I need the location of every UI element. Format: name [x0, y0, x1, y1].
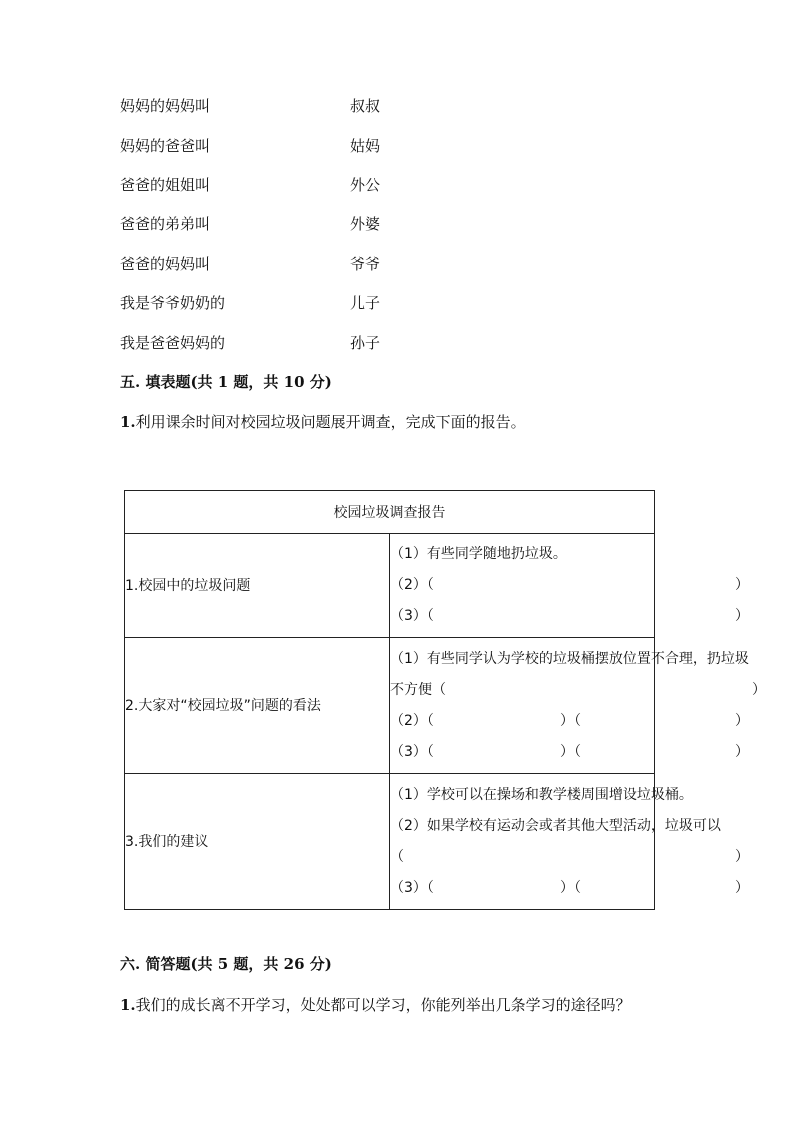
question-text [120, 410, 526, 434]
report-row-content [390, 774, 749, 910]
matching-right-item: 叔叔 [350, 97, 381, 115]
report-row-content [390, 534, 749, 638]
report-blank-line[interactable] [390, 737, 749, 768]
matching-right-item: 姑妈 [350, 137, 381, 155]
matching-row [0, 173, 794, 197]
middle-paren: ）（ [560, 743, 581, 760]
matching-row [0, 134, 794, 158]
question-text [120, 993, 631, 1017]
report-row-label: 2.大家对“校园垃圾”问题的看法 [125, 638, 390, 774]
report-row-label: 1.校园中的垃圾问题 [125, 534, 390, 638]
matching-right-item: 孙子 [350, 334, 381, 352]
open-paren: （3）（ [390, 743, 434, 760]
report-blank-line[interactable] [390, 601, 749, 632]
matching-left-item: 妈妈的爸爸叫 [120, 137, 211, 155]
matching-left-item: 妈妈的妈妈叫 [120, 97, 211, 115]
matching-left-item: 爸爸的姐姐叫 [120, 176, 211, 194]
question-number: 1. [120, 996, 136, 1014]
middle-paren: ）（ [560, 879, 581, 896]
open-paren: （2）（ [390, 712, 434, 729]
report-row-content [390, 638, 766, 774]
matching-right-item: 儿子 [350, 294, 381, 312]
section-heading-fill-table: 五. 填表题(共 1 题，共 10 分) [120, 373, 332, 391]
matching-left-item: 爸爸的妈妈叫 [120, 255, 211, 273]
report-line: （2）如果学校有运动会或者其他大型活动，垃圾可以 [390, 817, 721, 834]
section-heading-short-answer: 六. 简答题(共 5 题，共 26 分) [120, 955, 332, 973]
question-number: 1. [120, 413, 136, 431]
close-paren: ） [735, 577, 749, 593]
garbage-survey-report-table [124, 490, 766, 910]
report-blank-line[interactable] [390, 842, 749, 873]
report-row-label: 3.我们的建议 [125, 774, 390, 910]
matching-row [0, 331, 794, 355]
report-blank-line[interactable] [390, 675, 766, 706]
close-paren: ） [735, 608, 749, 624]
matching-left-item: 我是爷爷奶奶的 [120, 294, 226, 312]
close-paren: ） [735, 848, 749, 865]
report-blank-line[interactable] [390, 570, 749, 601]
close-paren: ） [735, 743, 749, 760]
matching-row [0, 94, 794, 118]
matching-left-item: 我是爸爸妈妈的 [120, 334, 226, 352]
report-blank-line[interactable] [390, 706, 749, 737]
matching-right-item: 外婆 [350, 215, 381, 233]
report-title: 校园垃圾调查报告 [125, 491, 655, 534]
question-body: 我们的成长离不开学习，处处都可以学习，你能列举出几条学习的途径吗？ [135, 996, 631, 1014]
open-paren: （2）（ [390, 577, 434, 593]
open-paren: （ [390, 848, 404, 865]
matching-row [0, 291, 794, 315]
report-line: （1）有些同学随地扔垃圾。 [390, 546, 567, 562]
report-line: （1）有些同学认为学校的垃圾桶摆放位置不合理，扔垃圾 [390, 650, 749, 667]
report-blank-line[interactable] [390, 873, 749, 904]
open-paren: （3）（ [390, 608, 434, 624]
open-paren: （3）（ [390, 879, 434, 896]
close-paren: ） [735, 879, 749, 896]
close-paren: ） [735, 712, 749, 729]
matching-row [0, 252, 794, 276]
open-paren: 不方便（ [390, 681, 446, 698]
close-paren: ） [752, 681, 766, 698]
matching-left-item: 爸爸的弟弟叫 [120, 215, 211, 233]
question-body: 利用课余时间对校园垃圾问题展开调查，完成下面的报告。 [135, 413, 526, 431]
matching-right-item: 爷爷 [350, 255, 381, 273]
matching-row [0, 212, 794, 236]
report-line: （1）学校可以在操场和教学楼周围增设垃圾桶。 [390, 786, 693, 803]
matching-right-item: 外公 [350, 176, 381, 194]
middle-paren: ）（ [560, 712, 581, 729]
